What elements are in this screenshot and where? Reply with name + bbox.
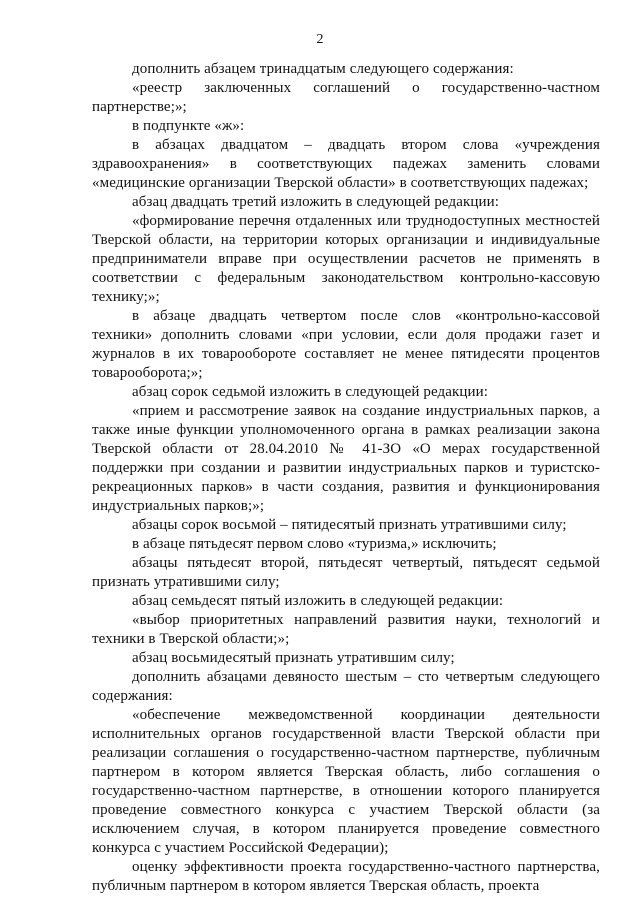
paragraph-add-thirteenth: дополнить абзацем тринадцатым следующего содержания: <box>132 61 514 77</box>
paragraph-23-intro: абзац двадцать третий изложить в следующей редакции: <box>132 194 500 210</box>
paragraph-48-50: абзацы сорок восьмой – пятидесятый признать утратившими силу; <box>132 517 567 533</box>
paragraph-75-intro: абзац семьдесят пятый изложить в следующей редакции: <box>132 593 504 609</box>
document-body <box>92 60 600 896</box>
paragraph-80: абзац восьмидесятый признать утратившим силу; <box>132 650 455 666</box>
paragraph-subclause-zh: в подпункте «ж»: <box>132 118 245 134</box>
paragraph-coordination: «обеспечение межведомственной координации деятельности исполнительных органов государственной власти Тверской области при реализации соглашения о государственно-частном партнерстве, публичным партнером в котором является Тверская область, либо соглашения о государственно-частном партнерстве, в отношении которого планируется проведение совместного конкурса с участием Тверской области (за исключением случая, в котором планируется проведение совместного конкурса с участием Российской Федерации); <box>92 707 600 856</box>
paragraph-51: в абзаце пятьдесят первом слово «туризма,» исключить; <box>132 536 497 552</box>
paragraph-75-text: «выбор приоритетных направлений развития науки, технологий и техники в Тверской области;»; <box>92 612 600 647</box>
paragraph-24: в абзаце двадцать четвертом после слов «контрольно-кассовой техники» дополнить словами «при условии, если доля продажи газет и журналов в их товарообороте составляет не менее пятидесяти процентов товарооборота;»; <box>92 308 600 381</box>
paragraph-47-intro: абзац сорок седьмой изложить в следующей редакции: <box>132 384 489 400</box>
paragraph-52-54-57: абзацы пятьдесят второй, пятьдесят четвертый, пятьдесят седьмой признать утратившими силу; <box>92 555 600 590</box>
paragraph-efficiency-assessment: оценку эффективности проекта государственно-частного партнерства, публичным партнером в котором является Тверская область, проекта <box>92 859 600 894</box>
paragraph-96-104-intro: дополнить абзацами девяносто шестым – сто четвертым следующего содержания: <box>92 669 600 704</box>
paragraph-47-text: «прием и рассмотрение заявок на создание индустриальных парков, а также иные функции уполномоченного органа в рамках реализации закона Тверской области от 28.04.2010 № 41-ЗО «О мерах государственной поддержки при создании и развитии индустриальных парков и туристско-рекреационных парков» в части создания, развития и функционирования индустриальных парков;»; <box>92 403 600 514</box>
paragraph-paragraphs-20-22: в абзацах двадцатом – двадцать втором слова «учреждения здравоохранения» в соответствующих падежах заменить словами «медицинские организации Тверской области» в соответствующих падежах; <box>92 137 600 191</box>
page-number: 2 <box>316 32 324 47</box>
paragraph-registry-quote: «реестр заключенных соглашений о государственно-частном партнерстве;»; <box>92 80 600 115</box>
paragraph-23-text: «формирование перечня отдаленных или труднодоступных местностей Тверской области, на территории которых организации и индивидуальные предприниматели вправе при осуществлении расчетов не применять в соответствии с федеральным законодательством контрольно-кассовую технику;»; <box>92 213 600 305</box>
